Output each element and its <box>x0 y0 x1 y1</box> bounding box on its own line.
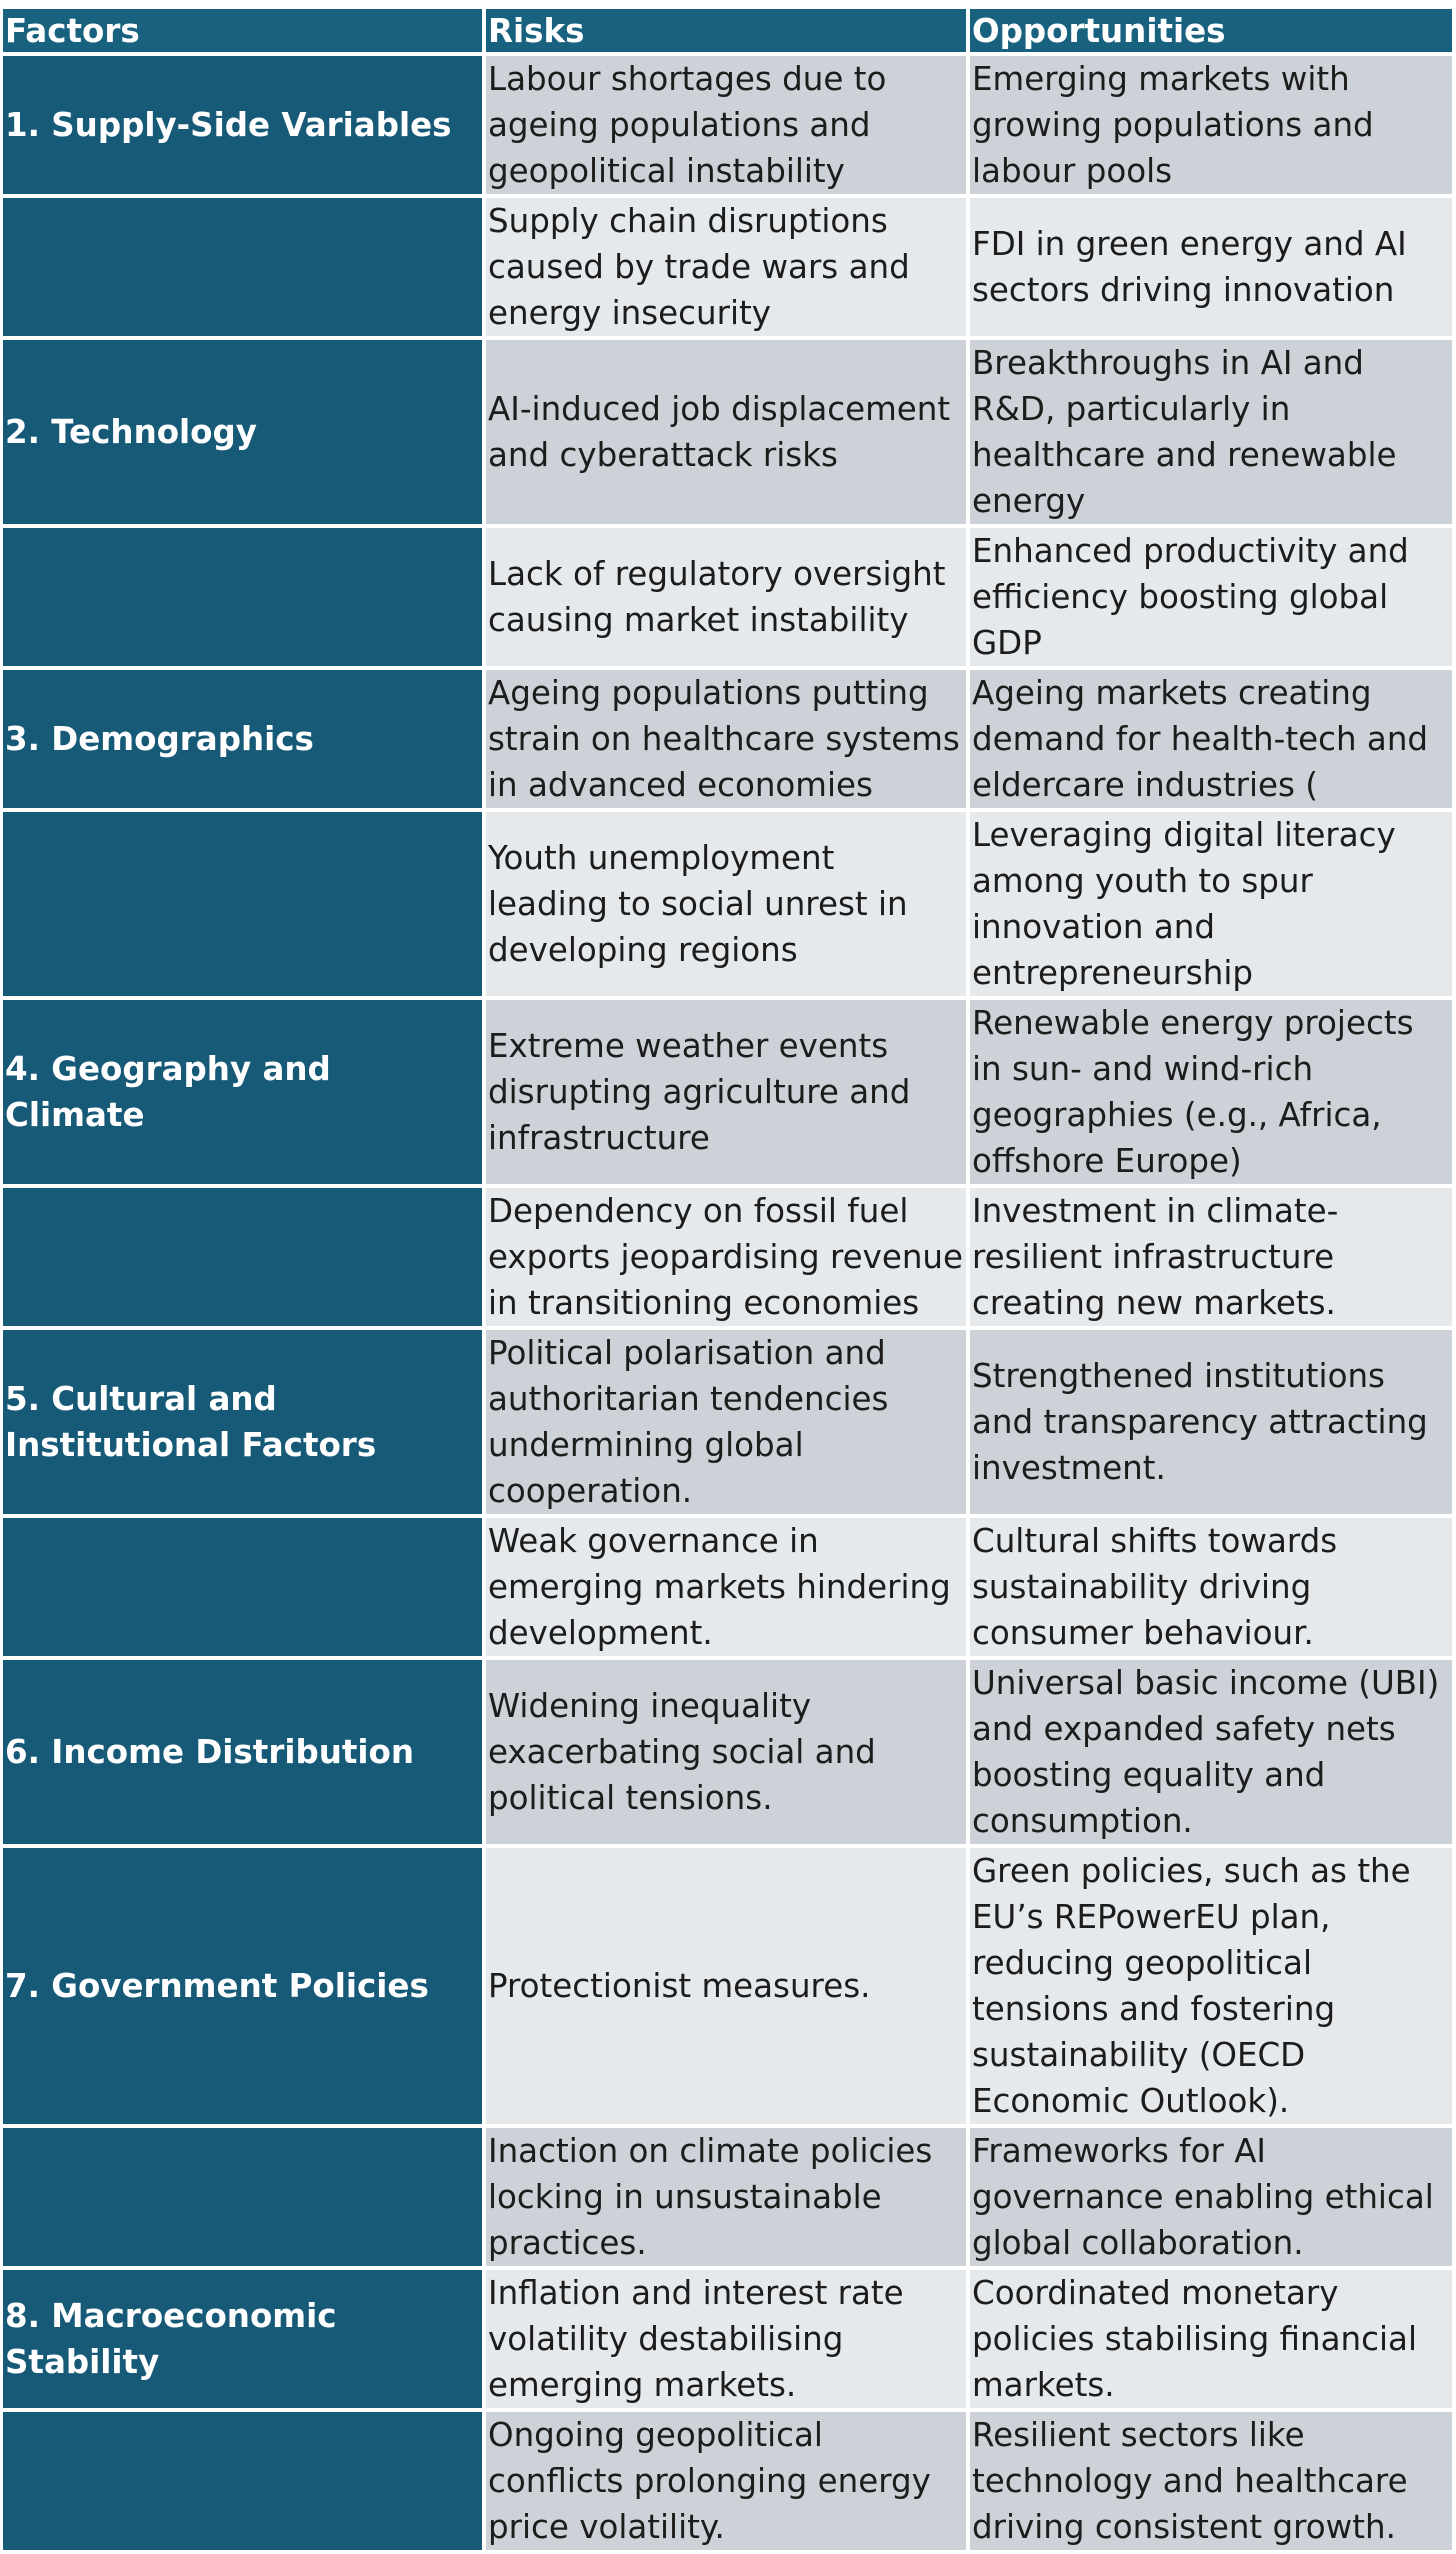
risk-cell: Protectionist measures. <box>486 1848 966 2124</box>
opportunity-cell: Ageing markets creating demand for health-tech and eldercare industries ( <box>970 670 1452 808</box>
factors-table <box>0 5 1456 2554</box>
opportunity-cell: Enhanced productivity and efficiency boosting global GDP <box>970 528 1452 666</box>
table-row <box>3 2270 1452 2408</box>
table-row <box>3 1000 1452 1184</box>
table-row <box>3 2412 1452 2550</box>
table-row <box>3 1660 1452 1844</box>
risk-cell: Labour shortages due to ageing populations and geopolitical instability <box>486 56 966 194</box>
header-opportunities: Opportunities <box>970 9 1452 52</box>
risk-cell: Inflation and interest rate volatility destabilising emerging markets. <box>486 2270 966 2408</box>
opportunity-cell: Strengthened institutions and transparency attracting investment. <box>970 1330 1452 1514</box>
factor-cell <box>3 1188 482 1326</box>
risk-cell: Widening inequality exacerbating social and political tensions. <box>486 1660 966 1844</box>
opportunity-cell: Emerging markets with growing populations and labour pools <box>970 56 1452 194</box>
header-row <box>3 9 1452 52</box>
opportunity-cell: Coordinated monetary policies stabilising financial markets. <box>970 2270 1452 2408</box>
header-factors: Factors <box>3 9 482 52</box>
header-risks: Risks <box>486 9 966 52</box>
factor-cell <box>3 812 482 996</box>
risk-cell: Supply chain disruptions caused by trade wars and energy insecurity <box>486 198 966 336</box>
opportunity-cell: Green policies, such as the EU’s REPowerEU plan, reducing geopolitical tensions and fostering sustainability (OECD Economic Outlook). <box>970 1848 1452 2124</box>
opportunity-cell: Resilient sectors like technology and healthcare driving consistent growth. <box>970 2412 1452 2550</box>
opportunity-cell: Frameworks for AI governance enabling ethical global collaboration. <box>970 2128 1452 2266</box>
factor-cell <box>3 198 482 336</box>
table-row <box>3 1330 1452 1514</box>
risk-cell: AI-induced job displacement and cyberattack risks <box>486 340 966 524</box>
factor-cell <box>3 2412 482 2550</box>
risk-cell: Ongoing geopolitical conflicts prolonging energy price volatility. <box>486 2412 966 2550</box>
table-row <box>3 340 1452 524</box>
table-row <box>3 528 1452 666</box>
opportunity-cell: FDI in green energy and AI sectors driving innovation <box>970 198 1452 336</box>
risk-cell: Ageing populations putting strain on healthcare systems in advanced economies <box>486 670 966 808</box>
table-row <box>3 1848 1452 2124</box>
opportunity-cell: Leveraging digital literacy among youth to spur innovation and entrepreneurship <box>970 812 1452 996</box>
opportunity-cell: Renewable energy projects in sun- and wind-rich geographies (e.g., Africa, offshore Europe) <box>970 1000 1452 1184</box>
risk-cell: Youth unemployment leading to social unrest in developing regions <box>486 812 966 996</box>
table-row <box>3 670 1452 808</box>
table-row <box>3 1518 1452 1656</box>
factor-cell: 5. Cultural and Institutional Factors <box>3 1330 482 1514</box>
risk-cell: Lack of regulatory oversight causing market instability <box>486 528 966 666</box>
table-row <box>3 56 1452 194</box>
opportunity-cell: Cultural shifts towards sustainability driving consumer behaviour. <box>970 1518 1452 1656</box>
factor-cell <box>3 528 482 666</box>
opportunity-cell: Universal basic income (UBI) and expanded safety nets boosting equality and consumption. <box>970 1660 1452 1844</box>
risk-cell: Extreme weather events disrupting agriculture and infrastructure <box>486 1000 966 1184</box>
table-row <box>3 1188 1452 1326</box>
factor-cell: 3. Demographics <box>3 670 482 808</box>
factor-cell <box>3 1518 482 1656</box>
factor-cell: 7. Government Policies <box>3 1848 482 2124</box>
factor-cell <box>3 2128 482 2266</box>
risk-cell: Dependency on fossil fuel exports jeopardising revenue in transitioning economies <box>486 1188 966 1326</box>
factor-cell: 6. Income Distribution <box>3 1660 482 1844</box>
risk-cell: Political polarisation and authoritarian tendencies undermining global cooperation. <box>486 1330 966 1514</box>
opportunity-cell: Breakthroughs in AI and R&D, particularly in healthcare and renewable energy <box>970 340 1452 524</box>
opportunity-cell: Investment in climate-resilient infrastructure creating new markets. <box>970 1188 1452 1326</box>
factor-cell: 1. Supply-Side Variables <box>3 56 482 194</box>
table-row <box>3 2128 1452 2266</box>
factor-cell: 2. Technology <box>3 340 482 524</box>
risk-cell: Inaction on climate policies locking in unsustainable practices. <box>486 2128 966 2266</box>
factor-cell: 4. Geography and Climate <box>3 1000 482 1184</box>
table-row <box>3 198 1452 336</box>
table-row <box>3 812 1452 996</box>
factor-cell: 8. Macroeconomic Stability <box>3 2270 482 2408</box>
risk-cell: Weak governance in emerging markets hindering development. <box>486 1518 966 1656</box>
